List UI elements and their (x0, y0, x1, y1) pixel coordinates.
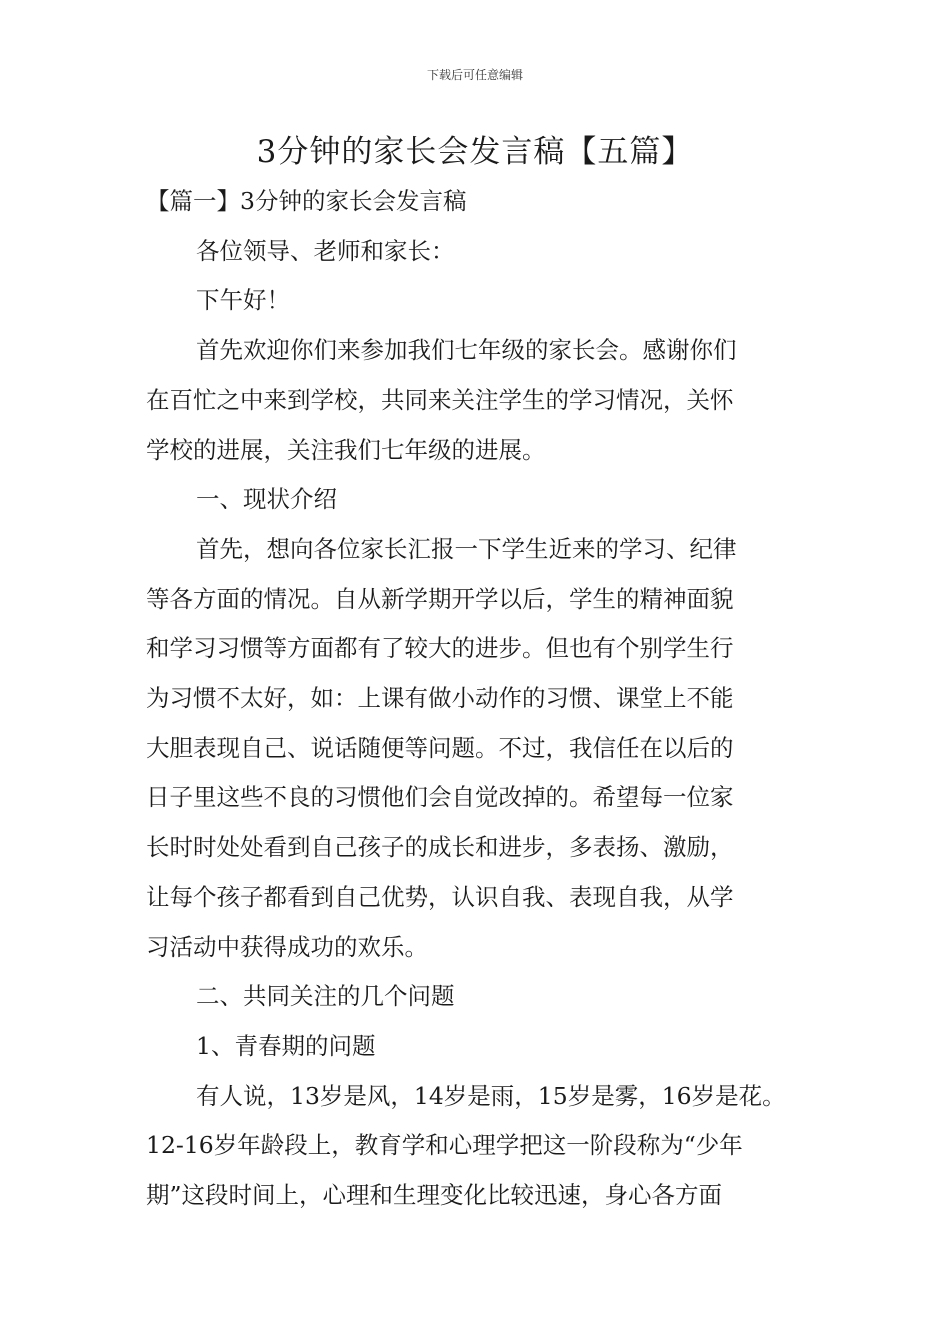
document-body (146, 177, 826, 1221)
header-note: 下载后可任意编辑 (426, 68, 523, 82)
text-line: 学校的进展，关注我们七年级的进展。 (146, 435, 546, 464)
text-line: 一、现状介绍 (196, 485, 337, 514)
text-line: 下午好！ (196, 286, 290, 315)
text-line: 期”这段时间上，心理和生理变化比较迅速，身心各方面 (146, 1181, 723, 1210)
document-title: 3分钟的家长会发言稿【五篇】 (256, 134, 694, 170)
text-line: 和学习习惯等方面都有了较大的进步。但也有个别学生行 (146, 634, 734, 663)
section-heading: 【篇一】3分钟的家长会发言稿 (146, 187, 467, 215)
text-line: 首先欢迎你们来参加我们七年级的家长会。感谢你们 (196, 336, 737, 365)
text-line: 有人说，13岁是风，14岁是雨，15岁是雾，16岁是花。 (196, 1081, 786, 1110)
text-line: 让每个孩子都看到自己优势，认识自我、表现自我，从学 (146, 882, 734, 911)
text-line: 各位领导、老师和家长： (196, 236, 455, 265)
text-line: 长时时处处看到自己孩子的成长和进步，多表扬、激励， (146, 833, 734, 862)
text-line: 等各方面的情况。自从新学期开学以后，学生的精神面貌 (146, 584, 734, 613)
text-line: 首先，想向各位家长汇报一下学生近来的学习、纪律 (196, 534, 737, 563)
text-line: 习活动中获得成功的欢乐。 (146, 932, 428, 961)
text-line: 12-16岁年龄段上，教育学和心理学把这一阶段称为“少年 (146, 1131, 743, 1160)
text-line: 1、青春期的问题 (196, 1031, 376, 1060)
text-line: 日子里这些不良的习惯他们会自觉改掉的。希望每一位家 (146, 783, 734, 812)
text-line: 大胆表现自己、说话随便等问题。不过，我信任在以后的 (146, 733, 734, 762)
text-line: 为习惯不太好，如：上课有做小动作的习惯、课堂上不能 (146, 684, 734, 713)
text-line: 在百忙之中来到学校，共同来关注学生的学习情况，关怀 (146, 385, 734, 414)
text-line: 二、共同关注的几个问题 (196, 982, 455, 1011)
